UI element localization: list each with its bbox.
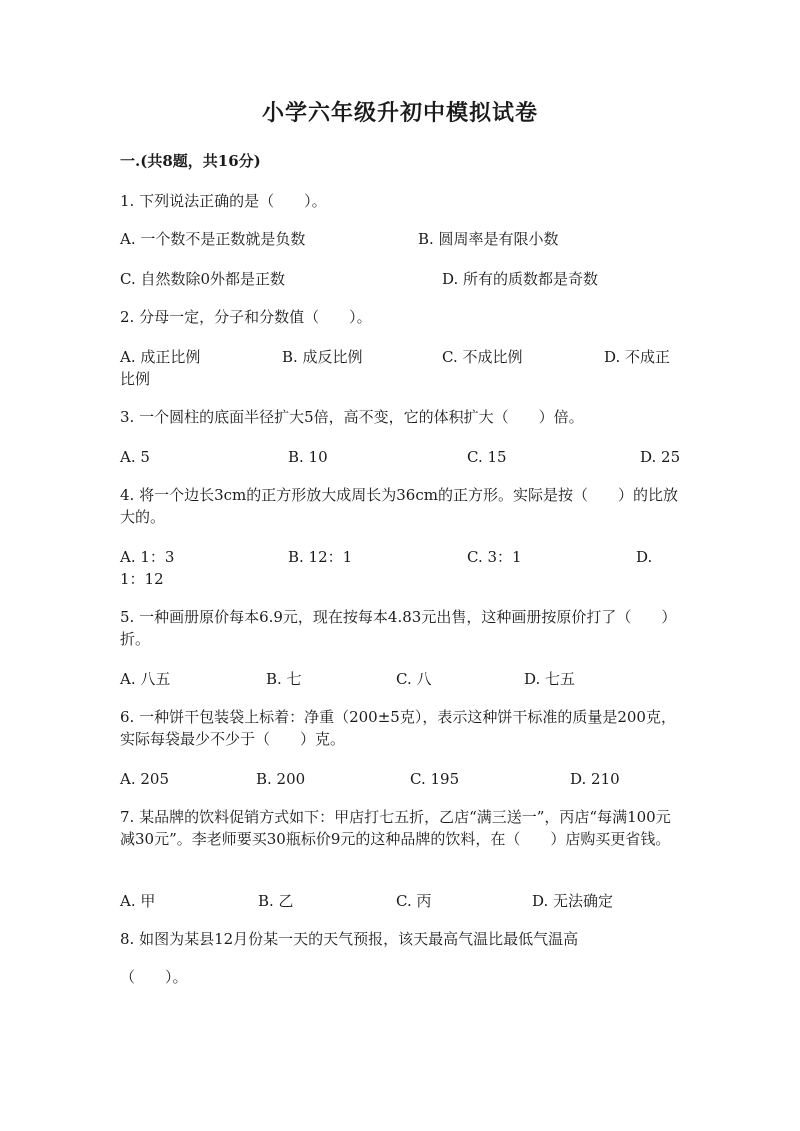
question-2-option-c: C. 不成比例 bbox=[442, 348, 523, 366]
question-3-option-b: B. 10 bbox=[288, 448, 328, 466]
question-2-option-b: B. 成反比例 bbox=[282, 348, 363, 366]
question-7-option-c: C. 丙 bbox=[396, 892, 432, 910]
question-6-stem: 6. 一种饼干包装袋上标着：净重（200±5克），表示这种饼干标准的质量是200克，实际每袋最少不少于（ ）克。 bbox=[120, 708, 676, 748]
question-4-option-b: B. 12：1 bbox=[288, 548, 353, 566]
question-6-option-b: B. 200 bbox=[256, 770, 306, 788]
question-2-option-d: D. 不成正比例 bbox=[120, 348, 671, 388]
question-1-option-c: C. 自然数除0外都是正数 bbox=[120, 270, 286, 288]
question-7-option-d: D. 无法确定 bbox=[532, 892, 614, 910]
question-5-stem: 5. 一种画册原价每本6.9元，现在按每本4.83元出售，这种画册按原价打了（ ）折。 bbox=[120, 608, 677, 648]
question-8-blank: （ ）。 bbox=[120, 968, 188, 986]
question-7-stem: 7. 某品牌的饮料促销方式如下：甲店打七五折，乙店“满三送一”，丙店“每满100元减30元”。李老师要买30瓶标价9元的这种品牌的饮料，在（ ）店购买更省钱。 bbox=[120, 808, 671, 848]
question-8-stem: 8. 如图为某县12月份某一天的天气预报，该天最高气温比最低气温高 bbox=[120, 930, 579, 948]
question-1-stem: 1. 下列说法正确的是（ ）。 bbox=[120, 192, 327, 210]
question-1-option-a: A. 一个数不是正数就是负数 bbox=[120, 230, 306, 248]
question-6-option-d: D. 210 bbox=[570, 770, 620, 788]
section-heading: 一.(共8题，共16分) bbox=[120, 152, 261, 170]
question-5-option-d: D. 七五 bbox=[524, 670, 576, 688]
question-4-option-c: C. 3：1 bbox=[467, 548, 522, 566]
question-1-option-d: D. 所有的质数都是奇数 bbox=[442, 270, 599, 288]
question-4-option-a: A. 1：3 bbox=[120, 548, 175, 566]
question-3-stem: 3. 一个圆柱的底面半径扩大5倍，高不变，它的体积扩大（ ）倍。 bbox=[120, 408, 584, 426]
question-4-option-d: D. 1：12 bbox=[120, 548, 653, 588]
question-6-option-c: C. 195 bbox=[410, 770, 460, 788]
question-5-option-c: C. 八 bbox=[396, 670, 432, 688]
question-2-option-a: A. 成正比例 bbox=[120, 348, 201, 366]
question-1-option-b: B. 圆周率是有限小数 bbox=[418, 230, 559, 248]
question-3-option-a: A. 5 bbox=[120, 448, 150, 466]
question-7-option-b: B. 乙 bbox=[258, 892, 294, 910]
question-3-option-d: D. 25 bbox=[640, 448, 681, 466]
question-4-stem: 4. 将一个边长3cm的正方形放大成周长为36cm的正方形。实际是按（ ）的比放大的。 bbox=[120, 486, 678, 526]
page-title: 小学六年级升初中模拟试卷 bbox=[261, 100, 538, 126]
question-6-option-a: A. 205 bbox=[120, 770, 169, 788]
question-2-stem: 2. 分母一定，分子和分数值（ ）。 bbox=[120, 308, 372, 326]
question-5-option-a: A. 八五 bbox=[120, 670, 171, 688]
question-7-option-a: A. 甲 bbox=[120, 892, 156, 910]
question-3-option-c: C. 15 bbox=[467, 448, 507, 466]
question-5-option-b: B. 七 bbox=[266, 670, 302, 688]
